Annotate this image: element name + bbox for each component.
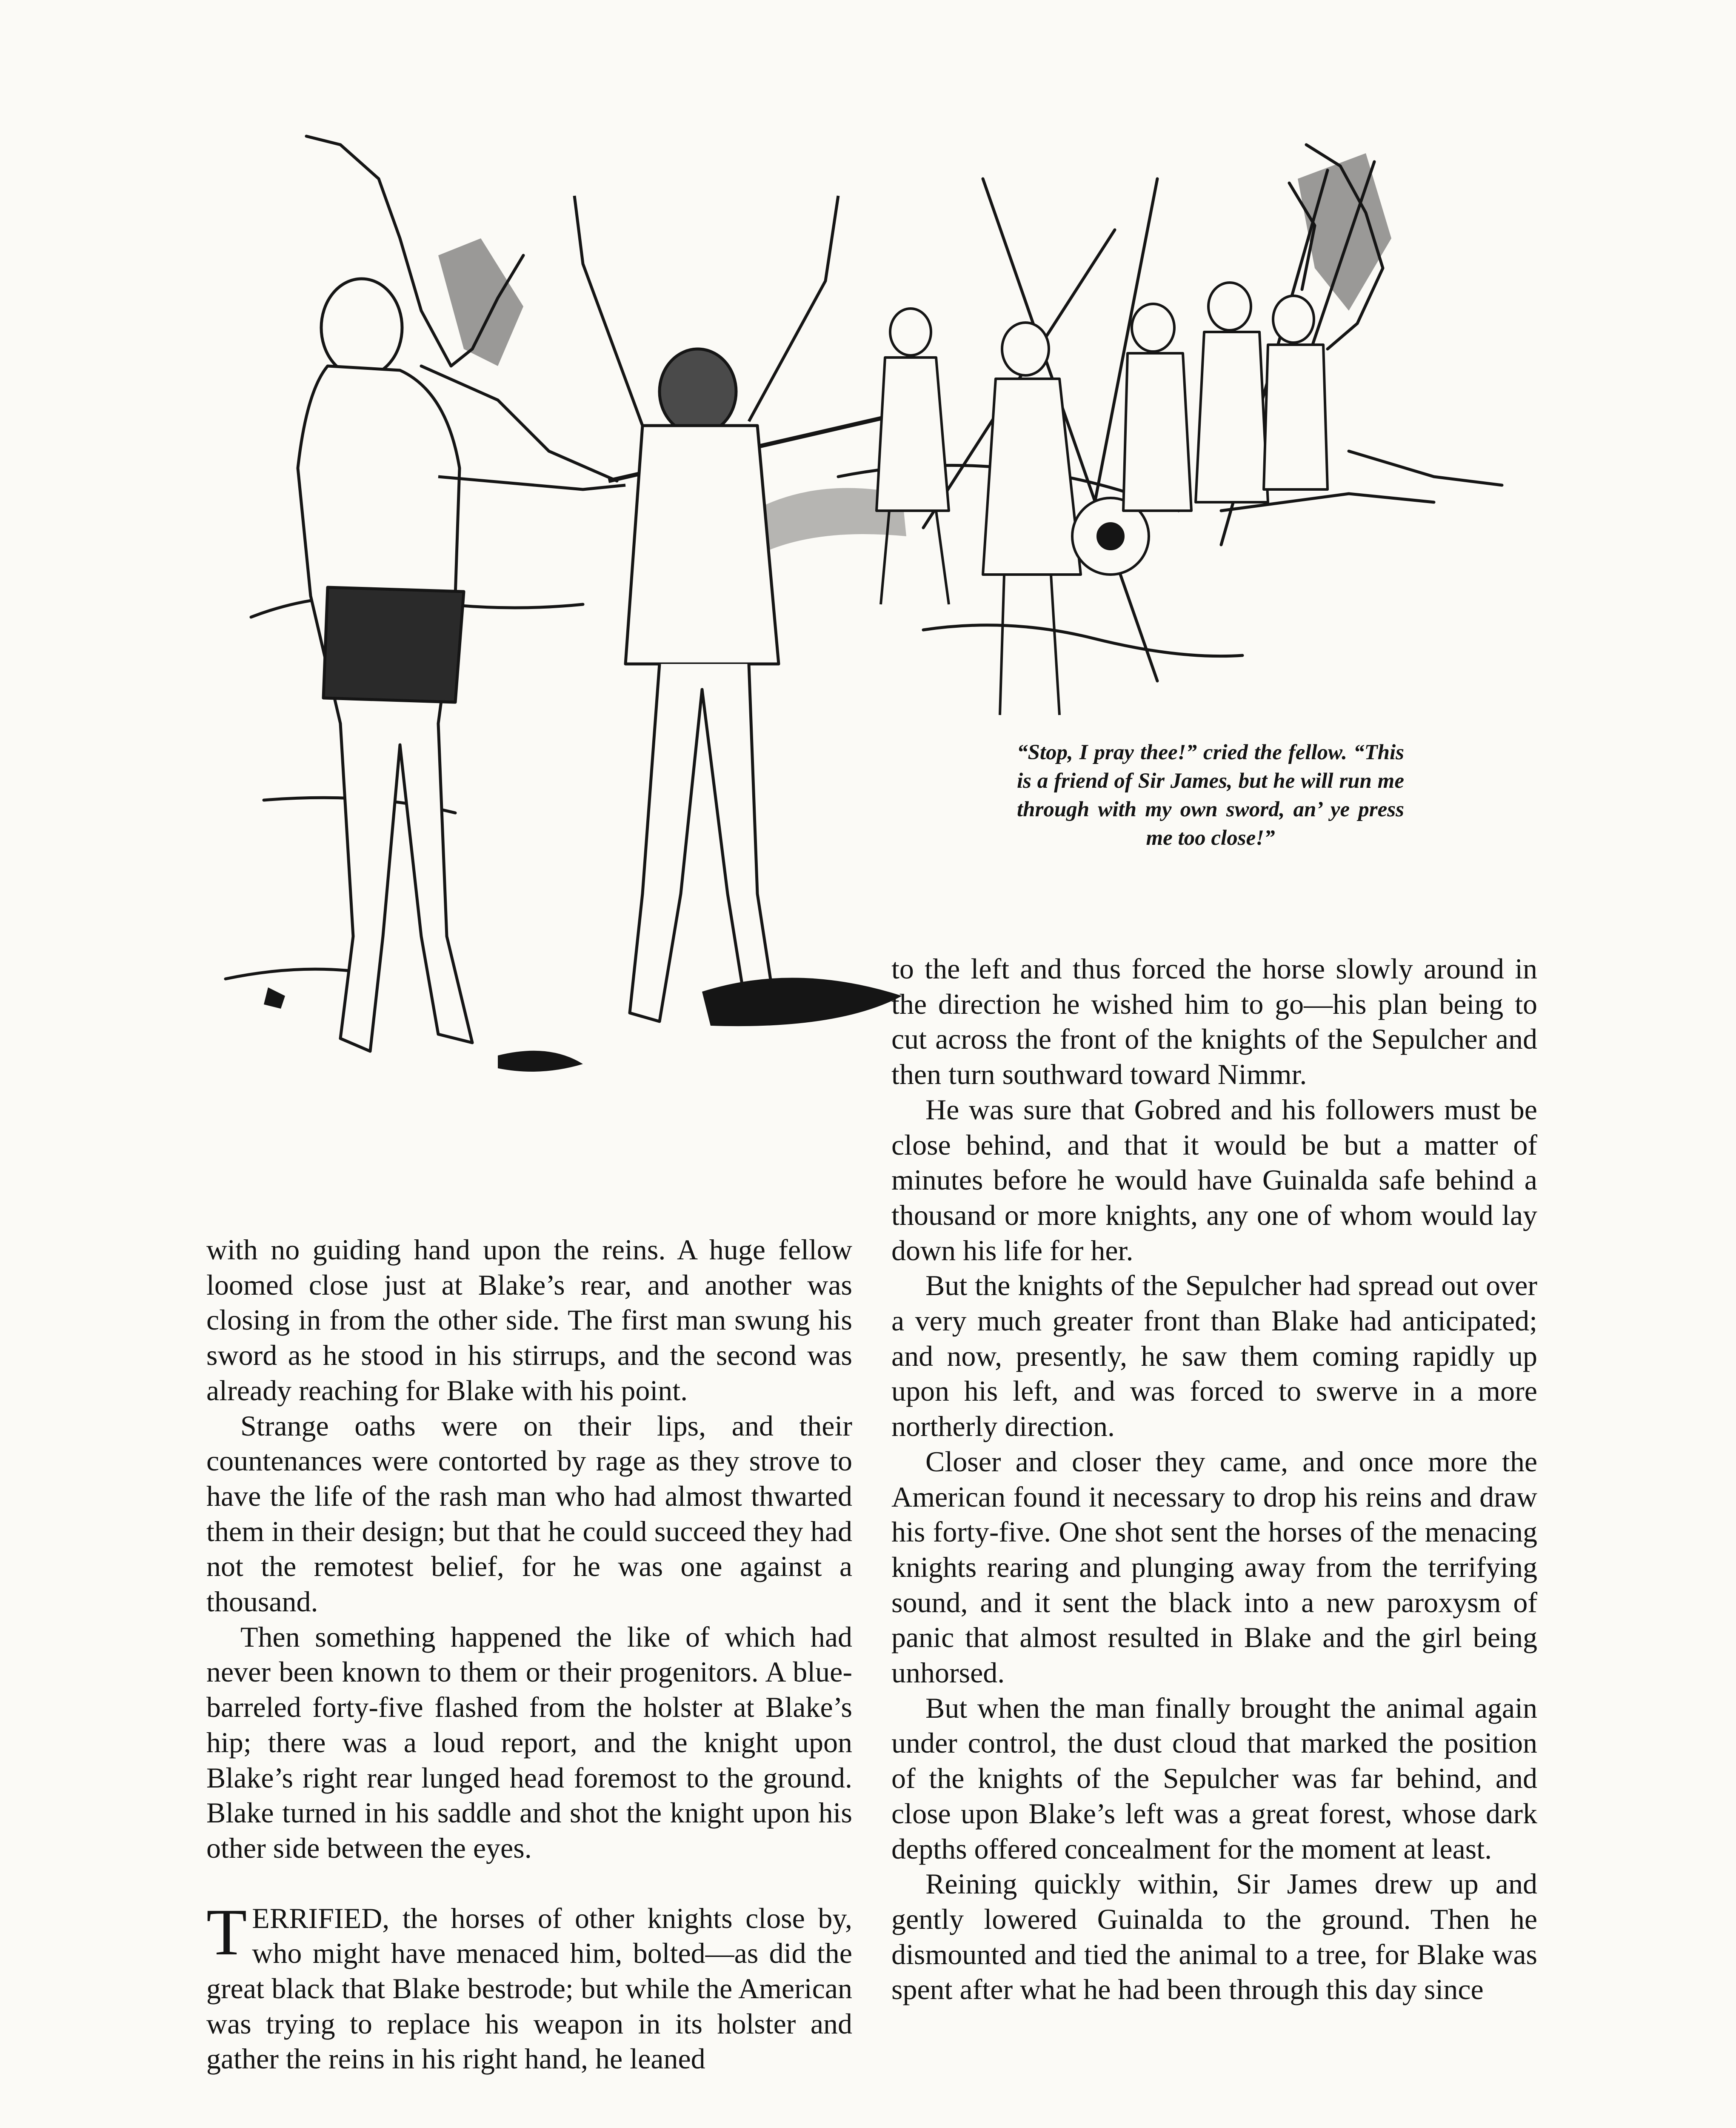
drop-cap: T — [206, 1895, 247, 1969]
paragraph: He was sure that Gobred and his followers must be close behind, and that it would be but a matter of minutes before he would have Guinalda safe behind a thousand or more knights, any one of whom would lay down his life for her. — [891, 1093, 1537, 1267]
paragraph: to the left and thus forced the horse slowly around in the direction he wished him to go—his plan being to cut across the front of the knights of the Sepulcher and then turn southward toward Nimmr. — [891, 952, 1537, 1091]
paragraph: But the knights of the Sepulcher had spread out over a very much greater front than Blake had anticipated; and now, presently, he saw them coming rapidly up upon his left, and was forced to swerve in a more northerly direction. — [891, 1269, 1537, 1443]
paragraph: Closer and closer they came, and once more the American found it necessary to drop his reins and draw his forty-five. One shot sent the horses of the menacing knights rearing and plunging away from the terrifying sound, and it sent the black into a new paroxysm of panic that almost resulted in Blake and the girl being unhorsed. — [891, 1445, 1537, 1689]
paragraph: But when the man finally brought the animal again under control, the dust cloud that marked the position of the knights of the Sepulcher was far behind, and close upon Blake’s left was a great forest, whose dark depths offered concealment for the moment at least. — [891, 1691, 1537, 1865]
right-text-column — [891, 951, 1537, 2007]
paragraph: Reining quickly within, Sir James drew up and gently lowered Guinalda to the ground. Then he dismounted and tied the animal to a tree, for Blake was spent after what he had been through this day since — [891, 1868, 1537, 2006]
paragraph: with no guiding hand upon the reins. A huge fellow loomed close just at Blake’s rear, and another was closing in from the other side. The first man swung his sword as he stood in his stirrups, and the second was already reaching for Blake with his point. — [206, 1233, 852, 1407]
paragraph: Then something happened the like of which had never been known to them or their progenitors. A blue-barreled forty-five flashed from the holster at Blake’s hip; there was a loud report, and the knight upon Blake’s right rear lunged head foremost to the ground. Blake turned in his saddle and shot the knight upon his other side between the eyes. — [206, 1620, 852, 1864]
left-text-column — [206, 1232, 852, 2077]
paragraph: Strange oaths were on their lips, and their countenances were contorted by rage as they strove to have the life of the rash man who had almost thwarted them in their design; but that he could succeed they had not the remotest belief, for he was one against a thousand. — [206, 1409, 852, 1618]
section-opening-paragraph — [206, 1895, 852, 2077]
illustration-caption: “Stop, I pray thee!” cried the fellow. “This is a friend of Sir James, but he will run me through with my own sword, an’ ye press me too close!” — [1017, 741, 1404, 850]
section-opening-text: ERRIFIED, the horses of other knights close by, who might have menaced him, bolted—as did the great black that Blake bestrode; but while the American was trying to replace his weapon in its holster and gather the reins in his right hand, he leaned — [206, 1902, 852, 2075]
